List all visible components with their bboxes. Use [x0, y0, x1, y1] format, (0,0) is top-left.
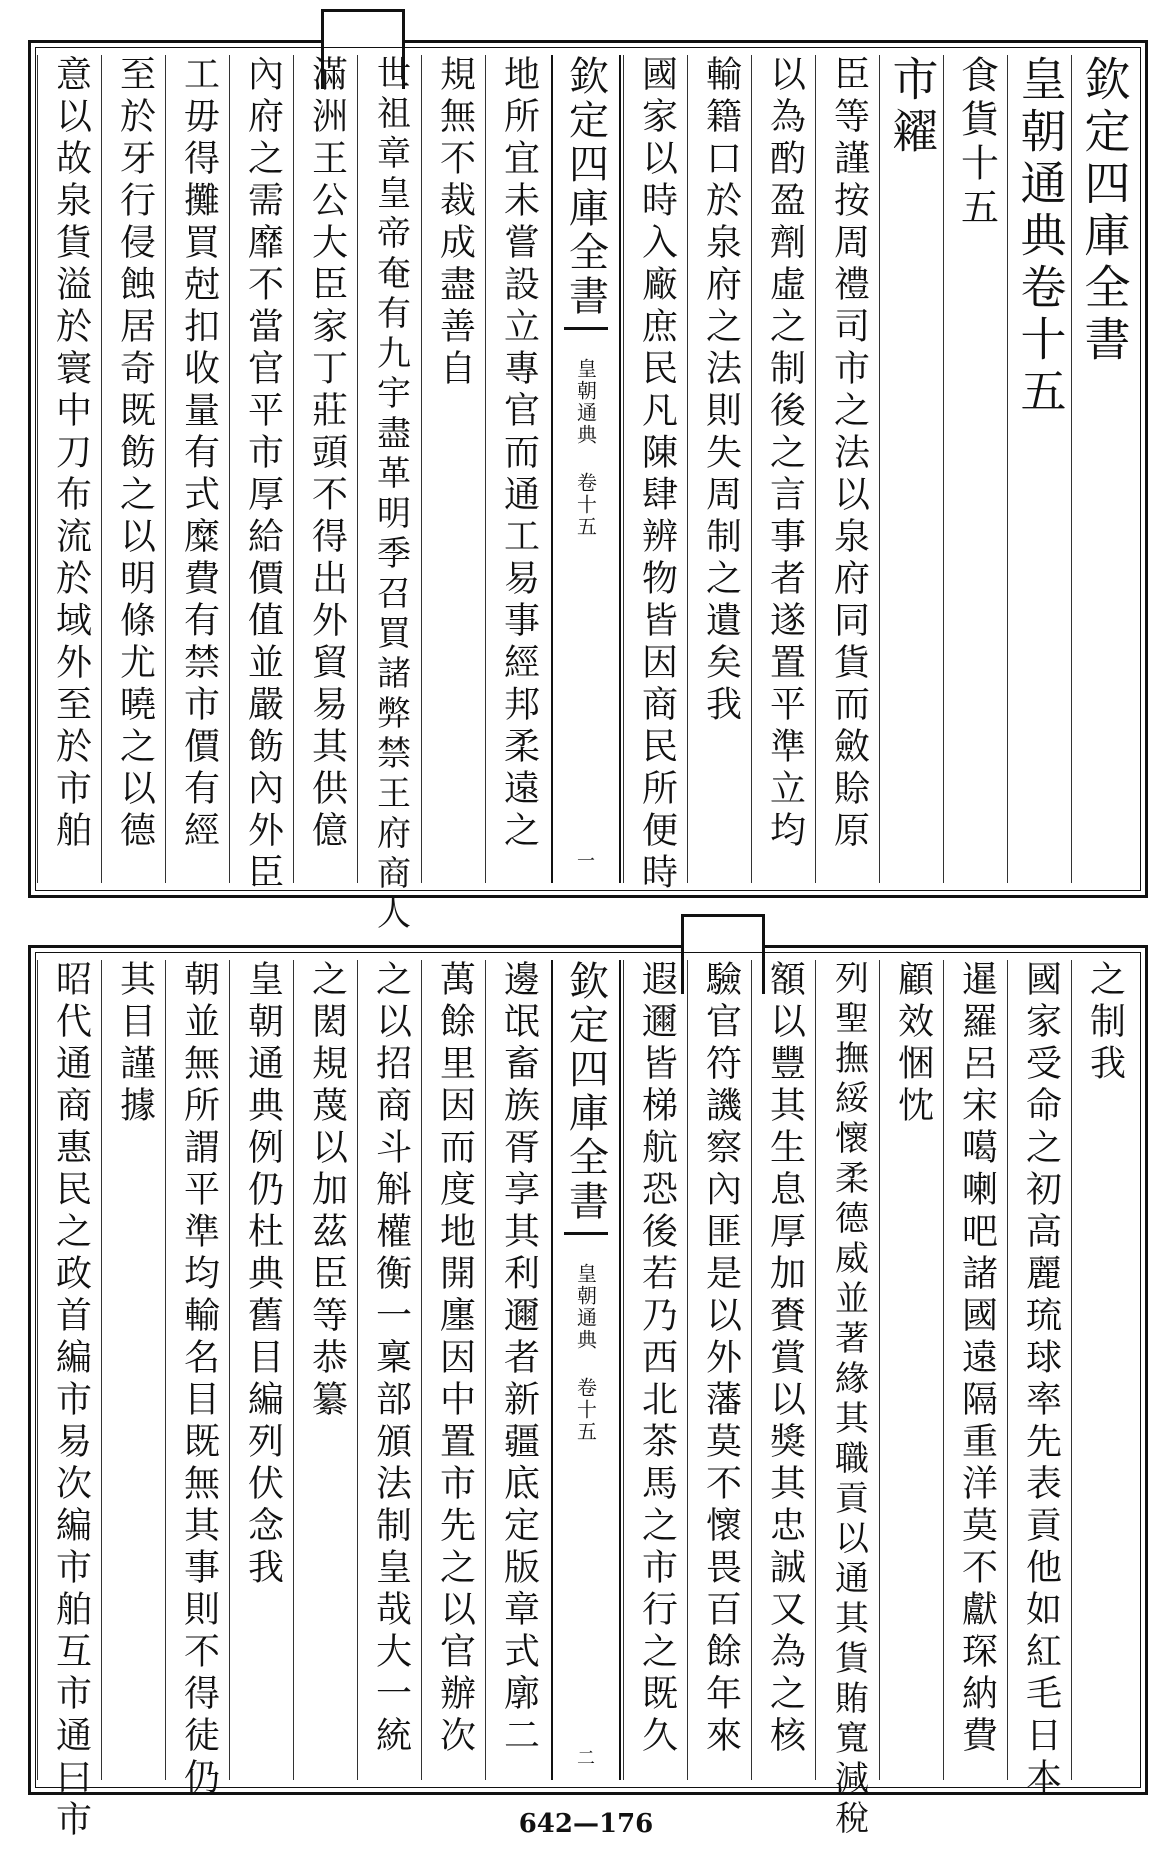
text-column: 規無不裁成盡善自 [434, 55, 476, 391]
text-column: 之以招商斗斛權衡一稟部頒法制皇哉大一統 [370, 960, 412, 1758]
bottom-col-1 [1071, 960, 1137, 1780]
top-col-1 [1071, 55, 1137, 883]
text-column: 驗官符譏察內匪是以外藩莫不懷畏百餘年來 [700, 960, 742, 1758]
page-footer-number: 642—176 [518, 1809, 654, 1839]
bottom-col-11 [357, 960, 423, 1780]
bottom-col-8 [623, 960, 689, 1780]
text-column: 顧效悃忱 [892, 960, 934, 1128]
bottom-col-3 [943, 960, 1009, 1780]
bottom-col-14 [165, 960, 231, 1800]
top-col-10 [421, 55, 487, 883]
top-col-5 [815, 55, 881, 883]
text-column: 皇朝通典例仍杜典舊目編列伏念我 [242, 960, 284, 1590]
center-meta: 皇朝通典 卷十五 [573, 358, 598, 538]
text-column: 萬餘里因而度地開廛因中置市先之以官辦次 [434, 960, 476, 1758]
center-title: 欽定四庫全書 [562, 55, 609, 319]
text-column: 工毋得攤買尅扣收量有式糜費有禁市價有經 [178, 55, 220, 853]
text-column: 遐邇皆梯航恐後若乃西北茶馬之市行之既久 [636, 960, 678, 1758]
center-strip [551, 55, 621, 883]
text-column: 皇朝通典卷十五 [1013, 55, 1068, 419]
page-number: 二 [577, 1748, 595, 1769]
top-col-4 [879, 55, 945, 883]
bottom-col-12 [293, 960, 359, 1780]
text-column: 其目謹據 [114, 960, 156, 1128]
top-page [28, 40, 1148, 935]
text-column: 之制我 [1084, 960, 1126, 1086]
text-column: 內府之需靡不當官平市厚給價值並嚴飭內外臣 [242, 55, 284, 895]
top-col-2 [1007, 55, 1073, 883]
fish-tail-mark [564, 327, 608, 350]
top-col-14 [165, 55, 231, 883]
text-column: 食貨十五 [954, 55, 999, 231]
bottom-col-9 [485, 960, 551, 1780]
bottom-col-16 [37, 960, 103, 1842]
text-column: 至於牙行侵蝕居奇既飭之以明條尤曉之以德 [114, 55, 156, 853]
text-column: 列聖撫綏懷柔德威並著緣其職貢以通其貨賄寬減稅 [828, 960, 869, 1840]
bottom-col-2 [1007, 960, 1073, 1800]
text-column: 市糴 [885, 55, 940, 159]
text-column: 輸籍口於泉府之法則失周制之遺矣我 [700, 55, 742, 727]
center-strip [551, 960, 621, 1780]
text-column: 地所宜未嘗設立專官而通工易事經邦柔遠之 [498, 55, 540, 853]
top-col-6 [751, 55, 817, 883]
top-col-15 [101, 55, 167, 883]
bottom-col-7 [687, 960, 753, 1780]
text-column: 朝並無所謂平準均輸名目既無其事則不得徒仍 [178, 960, 220, 1800]
text-column: 世祖章皇帝奄有九宇盡革明季召買諸弊禁王府商人 [370, 55, 411, 935]
page-number: 一 [577, 851, 595, 872]
top-col-11 [357, 55, 423, 935]
top-col-16 [37, 55, 103, 883]
text-column: 之閎規蔑以加茲臣等恭纂 [306, 960, 348, 1422]
text-column: 滿洲王公大臣家丁莊頭不得出外貿易其供億 [306, 55, 348, 853]
bottom-col-15 [101, 960, 167, 1780]
text-column: 臣等謹按周禮司市之法以泉府同貨而斂賒原 [828, 55, 870, 853]
top-col-7 [687, 55, 753, 883]
bottom-col-10 [421, 960, 487, 1780]
text-column: 邊氓畜族胥享其利邇者新疆底定版章式廓二 [498, 960, 540, 1758]
text-column: 昭代通商惠民之政首編市易次編市舶互市通曰市 [50, 960, 92, 1842]
text-column: 國家受命之初高麗琉球率先表貢他如紅毛日本 [1020, 960, 1062, 1800]
top-col-8 [623, 55, 689, 895]
bottom-col-5 [815, 960, 881, 1840]
top-col-12 [293, 55, 359, 883]
text-column: 欽定四庫全書 [1077, 55, 1132, 367]
top-col-3 [943, 55, 1009, 883]
bottom-col-6 [751, 960, 817, 1780]
center-title: 欽定四庫全書 [562, 960, 609, 1224]
text-column: 國家以時入廠庶民凡陳肆辨物皆因商民所便時 [636, 55, 678, 895]
text-column: 意以故泉貨溢於寰中刀布流於域外至於市舶 [50, 55, 92, 853]
text-column: 額以豐其生息厚加賚賞以獎其忠誠又為之核 [764, 960, 806, 1758]
top-col-9 [485, 55, 551, 883]
center-meta: 皇朝通典 卷十五 [573, 1263, 598, 1443]
fish-tail-mark [564, 1232, 608, 1255]
bottom-col-13 [229, 960, 295, 1780]
text-column: 暹羅呂宋噶喇吧諸國遠隔重洋莫不獻琛納費 [956, 960, 998, 1758]
top-col-13 [229, 55, 295, 895]
text-column: 以為酌盈劑虛之制後之言事者遂置平準立均 [764, 55, 806, 853]
bottom-col-4 [879, 960, 945, 1780]
